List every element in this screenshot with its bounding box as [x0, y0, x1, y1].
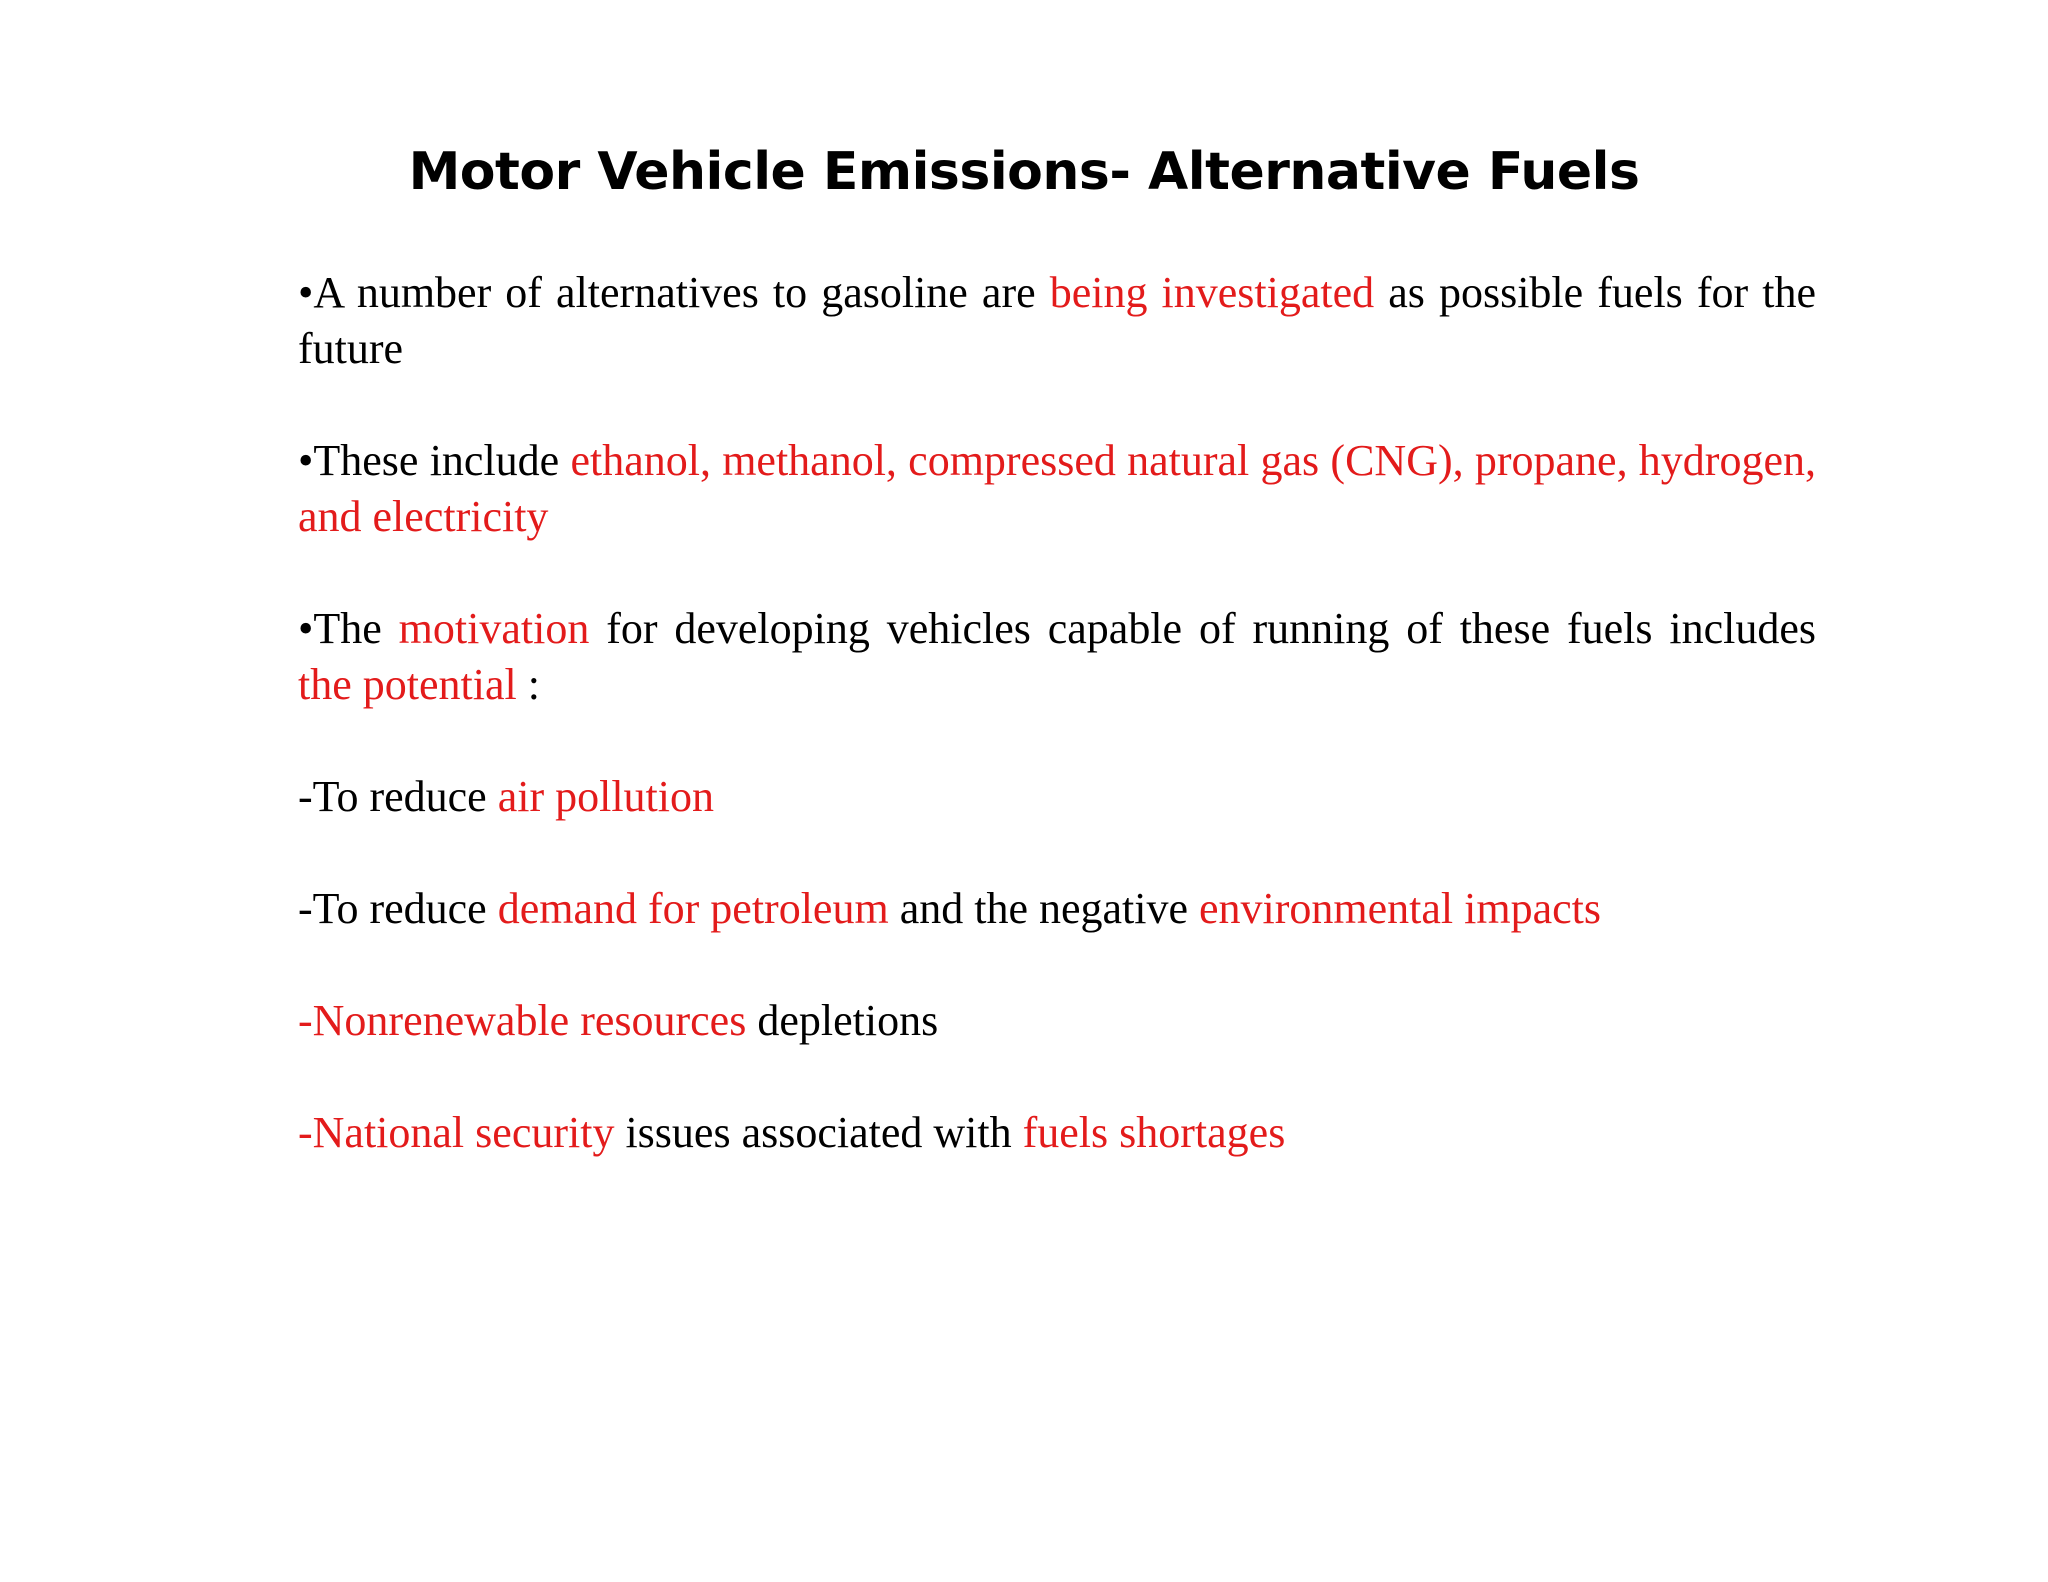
- bullet-fuel-list: [298, 433, 1816, 545]
- highlight-nonrenewable-resources: -Nonrenewable resources: [298, 996, 747, 1045]
- item-air-pollution: [298, 769, 1816, 825]
- text-segment: -To reduce: [298, 884, 498, 933]
- text-segment: as possible fuels for the future: [298, 268, 1816, 373]
- text-segment: and the negative: [888, 884, 1200, 933]
- text-segment: -To reduce: [298, 772, 498, 821]
- bullet-alternatives: [298, 265, 1816, 377]
- item-petroleum-demand: [298, 881, 1816, 937]
- item-nonrenewable: [298, 993, 1816, 1049]
- text-segment: for developing vehicles capable of running of these fuels includes: [589, 604, 1816, 653]
- highlight-motivation: motivation: [398, 604, 590, 653]
- item-national-security: [298, 1105, 1816, 1161]
- highlight-fuel-list: ethanol, methanol, compressed natural gas (CNG), propane, hydrogen, and electricity: [298, 436, 1816, 541]
- slide-content: [298, 265, 1816, 1161]
- highlight-national-security: -National security: [298, 1108, 615, 1157]
- text-segment: depletions: [746, 996, 939, 1045]
- text-segment: •These include: [298, 436, 571, 485]
- highlight-environmental-impacts: environmental impacts: [1199, 884, 1602, 933]
- text-segment: :: [516, 660, 540, 709]
- text-segment: issues associated with: [614, 1108, 1023, 1157]
- highlight-the-potential: the potential: [298, 660, 517, 709]
- highlight-air-pollution: air pollution: [497, 772, 715, 821]
- highlight-being-investigated: being investigated: [1049, 268, 1375, 317]
- highlight-demand-for-petroleum: demand for petroleum: [497, 884, 889, 933]
- bullet-motivation: [298, 601, 1816, 713]
- text-segment: •A number of alternatives to gasoline are: [298, 268, 1050, 317]
- highlight-fuels-shortages: fuels shortages: [1022, 1108, 1286, 1157]
- slide-title: Motor Vehicle Emissions- Alternative Fuels: [408, 142, 1640, 202]
- text-segment: •The: [298, 604, 399, 653]
